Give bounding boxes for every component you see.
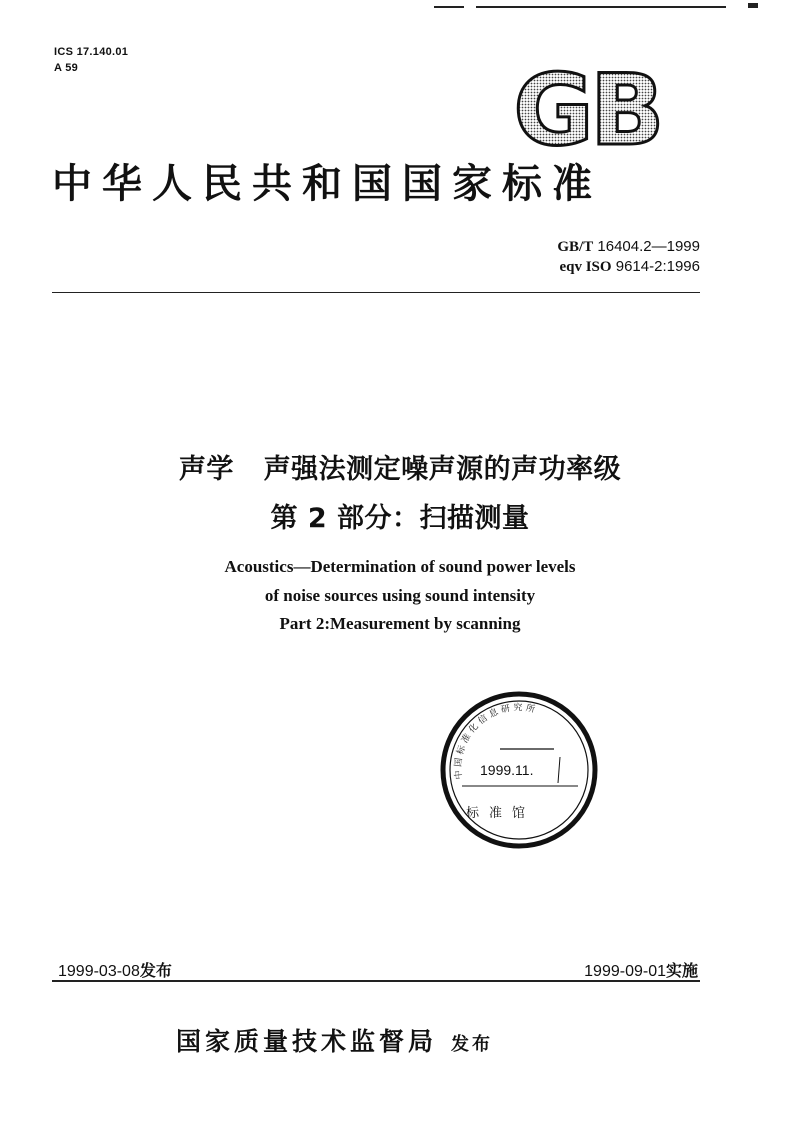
- publisher: [176, 1022, 493, 1058]
- stamp-bottom-text: 标准馆: [466, 806, 536, 821]
- classification-codes: [54, 44, 128, 76]
- title-en-line2: of noise sources using sound intensity: [264, 586, 536, 605]
- top-rule-left: [434, 6, 464, 8]
- title-en-line3: Part 2:Measurement by scanning: [279, 614, 521, 633]
- issue-date-line: [58, 958, 172, 981]
- publisher-name: 国家质量技术监督局: [176, 1027, 438, 1056]
- country-title: 中华人民共和国国家标准: [52, 160, 602, 207]
- standard-codes: [470, 237, 700, 277]
- corner-mark: [748, 3, 758, 8]
- publisher-suffix: 发布: [451, 1034, 494, 1055]
- title-en-line1: Acoustics—Determination of sound power levels: [224, 557, 576, 576]
- top-rule-right: [476, 6, 726, 8]
- library-stamp: [436, 687, 602, 853]
- standard-number: GB/T 16404.2—1999: [557, 238, 700, 255]
- header-rule: [52, 292, 700, 293]
- title-zh-line1: 声学 声强法测定噪声源的声功率级: [178, 454, 622, 485]
- issue-date: 1999-03-08: [58, 963, 140, 980]
- ccs-code: A 59: [54, 62, 79, 74]
- implement-date: 1999-09-01: [584, 963, 666, 980]
- gb-logo-letters: GB: [513, 64, 661, 150]
- footer-rule: [52, 980, 700, 982]
- stamp-ring-text: 中国标准化信息研究所: [453, 703, 539, 780]
- implement-label: 实施: [665, 961, 698, 980]
- gb-logo: [512, 64, 662, 150]
- issue-label: 发布: [139, 961, 172, 980]
- implement-date-line: [584, 958, 698, 981]
- ics-code: ICS 17.140.01: [54, 46, 129, 58]
- stamp-date: 1999.11.: [480, 762, 534, 778]
- standard-equivalence: eqv ISO 9614-2:1996: [559, 258, 700, 275]
- title-zh-line2: 第 2 部分：扫描测量: [270, 503, 530, 534]
